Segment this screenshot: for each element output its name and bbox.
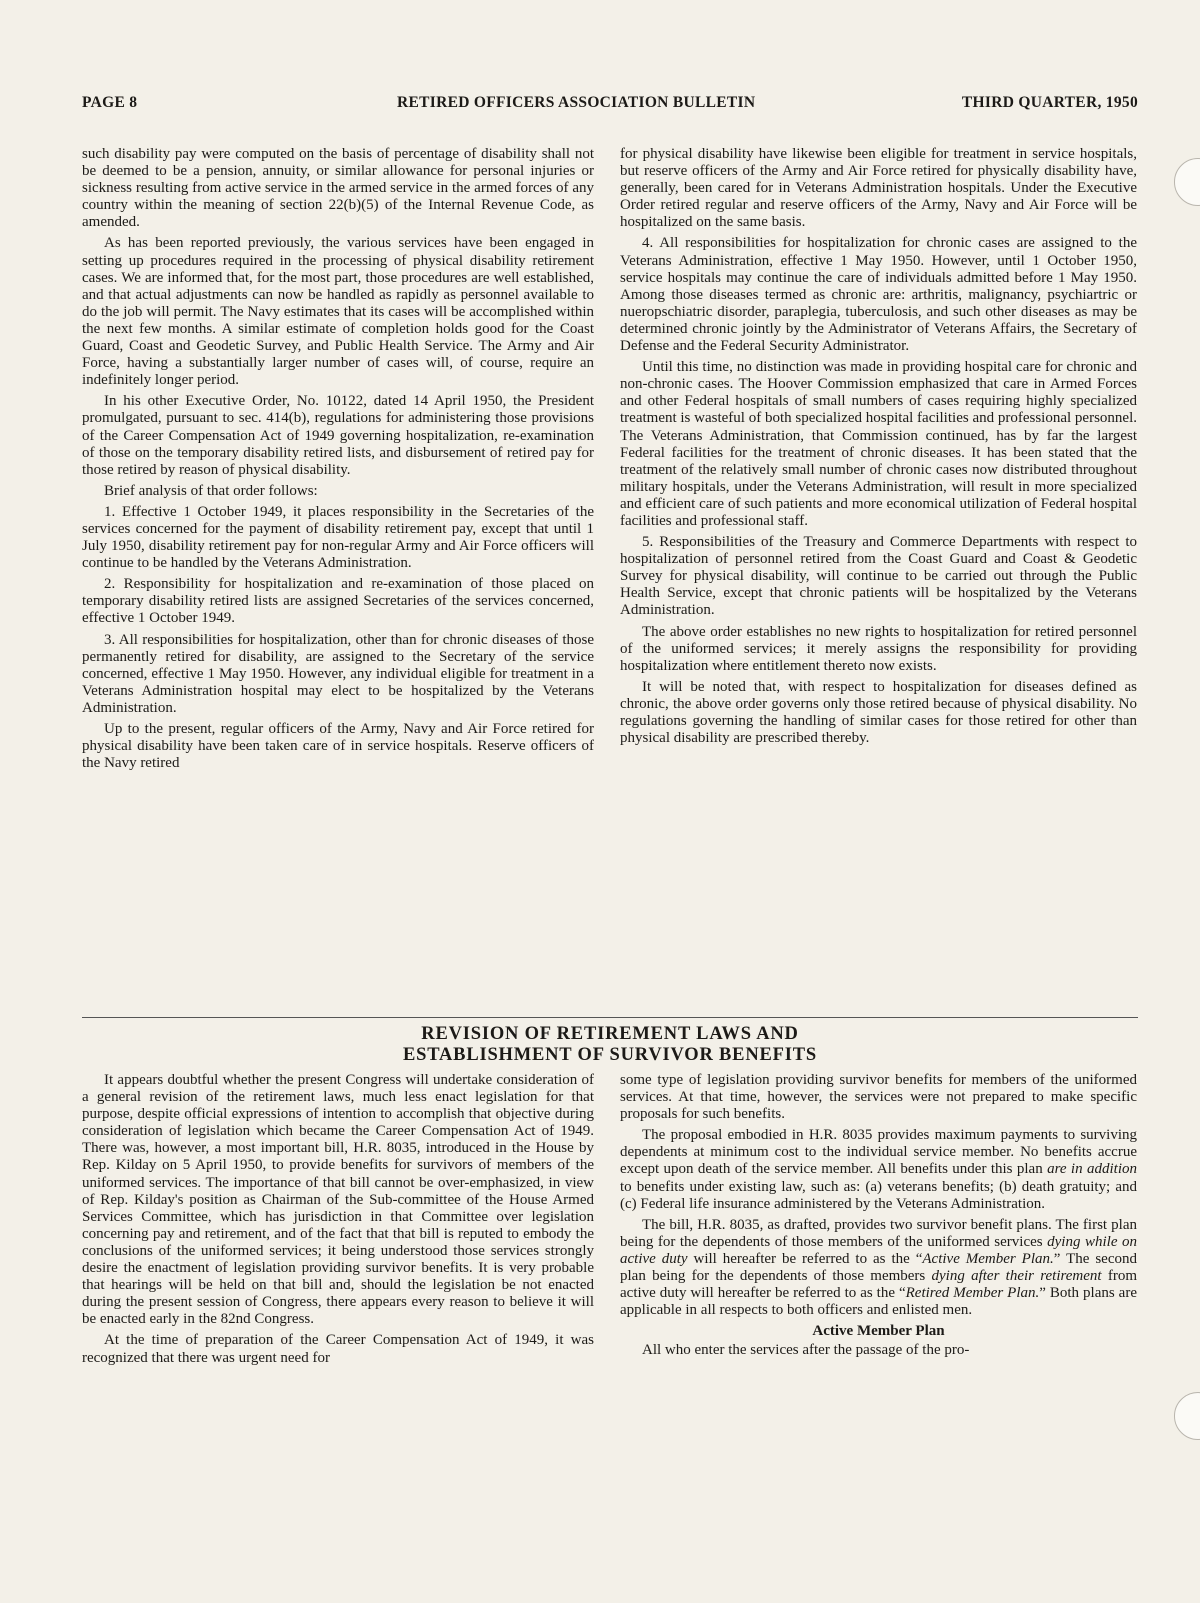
paragraph: 1. Effective 1 October 1949, it places responsibility in the Secretaries of the services concerned for the payment of disability retirement pay, except that until 1 July 1950, disability retirement pay for non-regular Army and Air Force officers will continue to be handled by the Veterans Administration. (82, 503, 594, 572)
paragraph: Up to the present, regular officers of the Army, Navy and Air Force retired for physical disability have been taken care of in service hospitals. Reserve officers of the Navy retired (82, 721, 594, 772)
punch-hole (1174, 158, 1200, 206)
article-headline (82, 1024, 1138, 1066)
top-left-column (82, 146, 594, 776)
paragraph: The proposal embodied in H.R. 8035 provides maximum payments to surviving dependents at minimum cost to the individual service member. No benefits accrue except upon death of the service member. All benefits under this plan are in addition to benefits under existing law, such as: (a) veterans benefits; (b) death gratuity; and (c) Federal life insurance administered by the Veterans Administration. (620, 1127, 1137, 1212)
paragraph: The above order establishes no new rights to hospitalization for retired personnel of the uniformed services; it merely assigns the responsibility for providing hospitalization where entitlement thereto now exists. (620, 623, 1137, 674)
bottom-left-column (82, 1072, 594, 1371)
headline-line-1: REVISION OF RETIREMENT LAWS AND (421, 1024, 799, 1044)
paragraph: All who enter the services after the passage of the pro- (642, 1342, 970, 1359)
page-header (82, 94, 1138, 116)
paragraph: 2. Responsibility for hospitalization and re-examination of those placed on temporary disability retired lists are assigned Secretaries of the services concerned, effective 1 October 1949. (82, 576, 594, 627)
paragraph: Brief analysis of that order follows: (104, 482, 318, 499)
publication-title: RETIRED OFFICERS ASSOCIATION BULLETIN (397, 94, 756, 111)
paragraph: In his other Executive Order, No. 10122, dated 14 April 1950, the President promulgated, pursuant to sec. 414(b), regulations for administering those provisions of the Career Compensation Act of 1949 governing hospitalization, re-examination of those on the temporary disability retired lists, and disbursement of retired pay for those retired by reason of physical disability. (82, 393, 594, 478)
paragraph: Until this time, no distinction was made in providing hospital care for chronic and non-chronic cases. The Hoover Commission emphasized that care in Armed Forces and other Federal hospitals of small numbers of cases requiring highly specialized treatment is wasteful of both specialized hospital facilities and professional personnel. The Veterans Administration, that Commission continued, has by far the largest Federal facilities for the treatment of chronic diseases. It has been stated that the treatment of the relatively small number of chronic cases now distributed throughout military hospitals, under the Veterans Administration, will result in more specialized and efficient care of such patients and more economical utilization of Federal hospital facilities and professional staff. (620, 359, 1137, 529)
paragraph: for physical disability have likewise been eligible for treatment in service hospitals, but reserve officers of the Army and Air Force retired for physically disability have, generally, been cared for in Veterans Administration hospitals. Under the Executive Order retired regular and reserve officers of the Army, Navy and Air Force will be hospitalized on the same basis. (620, 146, 1137, 231)
paragraph: It will be noted that, with respect to hospitalization for diseases defined as chronic, the above order governs only those retired because of physical disability. No regulations governing the handling of similar cases for those retired for other than physical disability are prescribed thereby. (620, 678, 1137, 747)
paragraph: As has been reported previously, the various services have been engaged in setting up procedures required in the processing of physical disability retirement cases. We are informed that, for the most part, those procedures are well established, and that actual adjustments can now be handled as rapidly as personnel available to do the job will permit. The Navy estimates that its cases will be accomplished within the next few months. A similar estimate of completion holds good for the Coast Guard, Coast and Geodetic Survey, and Public Health Service. The Army and Air Force, having a substantially larger number of cases will, of course, require an indefinitely longer period. (82, 235, 594, 389)
paragraph: such disability pay were computed on the basis of percentage of disability shall not be deemed to be a pension, annuity, or similar allowance for personal injuries or sickness resulting from active service in the armed service in the armed forces of any country within the meaning of section 22(b)(5) of the Internal Revenue Code, as amended. (82, 146, 594, 231)
paragraph: It appears doubtful whether the present Congress will undertake consideration of a general revision of the retirement laws, much less enact legislation for that purpose, despite official expressions of intention to accomplish that objective during consideration of legislation which became the Career Compensation Act of 1949. There was, however, a most important bill, H.R. 8035, introduced in the House by Rep. Kilday on 5 April 1950, to provide benefits for survivors of members of the uniformed services. The importance of that bill cannot be over-emphasized, in view of Rep. Kilday's position as Chairman of the Sub-committee of the House Armed Services Committee, which has jurisdiction in that Committee over legislation concerning pay and retirement, and of the fact that that bill is reputed to embody the conclusions of the uniformed services; it being understood those services strongly desire the enactment of legislation providing survivor benefits. It is very probable that hearings will be held on that bill and, should the legislation be not enacted during the present session of Congress, there appears every reason to believe it will be enacted early in the 82nd Congress. (82, 1072, 594, 1328)
page-number: PAGE 8 (82, 94, 138, 111)
subheading: Active Member Plan (812, 1323, 945, 1340)
paragraph: 4. All responsibilities for hospitalization for chronic cases are assigned to the Veterans Administration, effective 1 May 1950. However, until 1 October 1950, service hospitals may continue the care of individuals admitted before 1 May 1950. Among those diseases termed as chronic are: arthritis, malignancy, psychiartric or nueropschiatric disorder, paraplegia, tuberculosis, and such other diseases as may be determined chronic jointly by the Administrator of Veterans Affairs, the Secretary of Defense and the Federal Security Administrator. (620, 235, 1137, 355)
paragraph: The bill, H.R. 8035, as drafted, provides two survivor benefit plans. The first plan being for the dependents of those members of the uniformed services dying while on active duty will hereafter be referred to as the “Active Member Plan.” The second plan being for the dependents of those members dying after their retirement from active duty will hereafter be referred to as the “Retired Member Plan.” Both plans are applicable in all respects to both officers and enlisted men. (620, 1216, 1137, 1319)
paragraph: 5. Responsibilities of the Treasury and Commerce Departments with respect to hospitalization of personnel retired from the Coast Guard and Coast & Geodetic Survey for physical disability, will continue to be carried out through the Public Health Service, except that chronic patients will be hospitalized by the Veterans Administration. (620, 534, 1137, 619)
bottom-right-column (620, 1072, 1137, 1364)
section-divider (82, 1017, 1138, 1018)
paragraph: some type of legislation providing survivor benefits for members of the uniformed services. At that time, however, the services were not prepared to make specific proposals for such benefits. (620, 1072, 1137, 1123)
paragraph: At the time of preparation of the Career Compensation Act of 1949, it was recognized that there was urgent need for (82, 1332, 594, 1366)
issue-date: THIRD QUARTER, 1950 (961, 94, 1138, 111)
punch-hole (1174, 1392, 1200, 1440)
paragraph: 3. All responsibilities for hospitalization, other than for chronic diseases of those permanently retired for disability, are assigned to the Secretary of the service concerned, effective 1 May 1950. However, any individual eligible for treatment in a Veterans Administration hospital may elect to be hospitalized by the Veterans Administration. (82, 631, 594, 716)
headline-line-2: ESTABLISHMENT OF SURVIVOR BENEFITS (403, 1045, 817, 1065)
top-right-column (620, 146, 1137, 751)
